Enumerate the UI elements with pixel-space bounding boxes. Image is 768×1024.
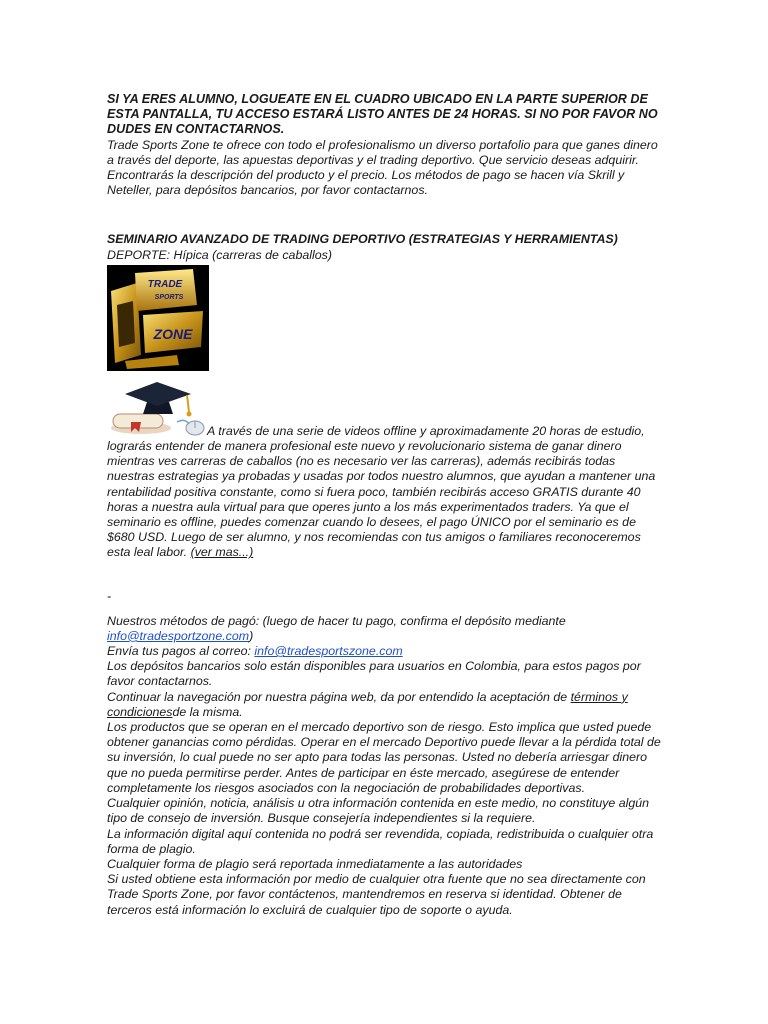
intro-paragraph: Trade Sports Zone te ofrece con todo el profesionalismo un diverso portafolio para que ganes dinero a través del deporte, las apuestas deportivas y el trading deportivo. Que servicio deseas adquirir. Encontrarás la descripción del producto y el precio. Los métodos de pago se hacen vía Skrill y Neteller, para depósitos bancarios, por favor contactarnos. (107, 137, 658, 198)
payment-methods-text: Nuestros métodos de pagó: (luego de hacer tu pago, confirma el depósito mediante (107, 613, 566, 628)
logo-text-trade: TRADE (147, 278, 183, 290)
opinion-disclaimer: Cualquier opinión, noticia, análisis u otra información contenida en este medio, no constituye algún tipo de consejo de inversión. Busque consejería independientes si la requiere. (107, 796, 650, 826)
third-party-source-notice: Si usted obtiene esta información por medio de cualquier otra fuente que no sea directamente con Trade Sports Zone, por favor contáctenos, mantendremos en reserva si identidad. Obtener de terceros está información lo excluirá de cualquier tipo de soporte o ayuda. (107, 872, 646, 917)
digital-info-disclaimer: La información digital aquí contenida no podrá ser revendida, copiada, redistribuida o cualquier otra forma de plagio. (107, 826, 654, 856)
payments-section (107, 614, 663, 918)
continue-navigation-line (107, 690, 663, 720)
send-payments-email-link[interactable]: info@tradesportszone.com (254, 644, 403, 659)
risk-disclaimer: Los productos que se operan en el mercado deportivo son de riesgo. Esto implica que usted puede obtener ganancias como pérdidas. Operar en el mercado Deportivo puede llevar a la pérdida total de su inversión, lo cual puede no ser apto para todas las personas. Usted no debería arriesgar dinero que no pueda permitirse perder. Antes de participar en éste mercado, asegúrese de entender completamente los riesgos asociados con la negociación de probabilidades deportivas. (107, 720, 661, 795)
trade-sports-zone-logo (107, 265, 209, 371)
document-body (107, 92, 663, 918)
confirm-email-link[interactable]: info@tradesportzone.com (107, 628, 250, 643)
seminar-description (107, 424, 663, 561)
terms-conditions-link[interactable]: términos y condiciones (107, 689, 628, 719)
logo-graphic (107, 265, 209, 371)
continue-navigation-text: Continuar la navegación por nuestra página web, da por entendido la aceptación de (107, 689, 571, 704)
student-login-notice: SI YA ERES ALUMNO, LOGUEATE EN EL CUADRO UBICADO EN LA PARTE SUPERIOR DE ESTA PANTALLA, TU ACCESO ESTARÁ LISTO ANTES DE 24 HORAS. SI NO POR FAVOR NO DUDES EN CONTACTARNOS. (107, 92, 658, 137)
seminar-sport: DEPORTE: Hípica (carreras de caballos) (107, 247, 332, 262)
ver-mas-link[interactable]: (ver mas...) (190, 545, 254, 560)
bank-deposits-text: Los depósitos bancarios solo están disponibles para usuarios en Colombia, para estos pagos por favor contactarnos. (107, 659, 641, 689)
plagiarism-notice: Cualquier forma de plagio será reportada inmediatamente a las autoridades (107, 856, 523, 871)
seminar-title: SEMINARIO AVANZADO DE TRADING DEPORTIVO (ESTRATEGIAS Y HERRAMIENTAS) (107, 232, 618, 247)
seminar-description-text: A través de una serie de videos offline y aproximadamente 20 horas de estudio, lograrás entender de manera profesional este nuevo y revolucionario sistema de ganar dinero mientras ves carreras de caballos (no es necesario ver las carreras), además recibirás todas nuestras estrategias ya probadas y usadas por todos nuestro alumnos, que ayudan a mantener una rentabilidad positiva constante, como si fuera poco, también recibirás acceso GRATIS durante 40 horas a nuestra aula virtual para que operes junto a los más experimentados traders. Ya que el seminario es offline, puedes comenzar cuando lo desees, el pago ÚNICO por el seminario es de $680 USD. Luego de ser alumno, y nos recomiendas con tus amigos o familiares reconoceremos esta leal labor. (107, 423, 656, 560)
logo-text-zone: ZONE (153, 325, 193, 342)
payment-methods-line (107, 614, 663, 644)
logo-text-sports: SPORTS (154, 293, 184, 301)
payment-methods-close: ) (249, 628, 254, 643)
send-payments-text: Envía tus pagos al correo: (107, 644, 255, 659)
separator-dash: - (107, 588, 112, 603)
continue-navigation-tail: de la misma. (172, 704, 243, 719)
send-payments-line (107, 644, 663, 659)
